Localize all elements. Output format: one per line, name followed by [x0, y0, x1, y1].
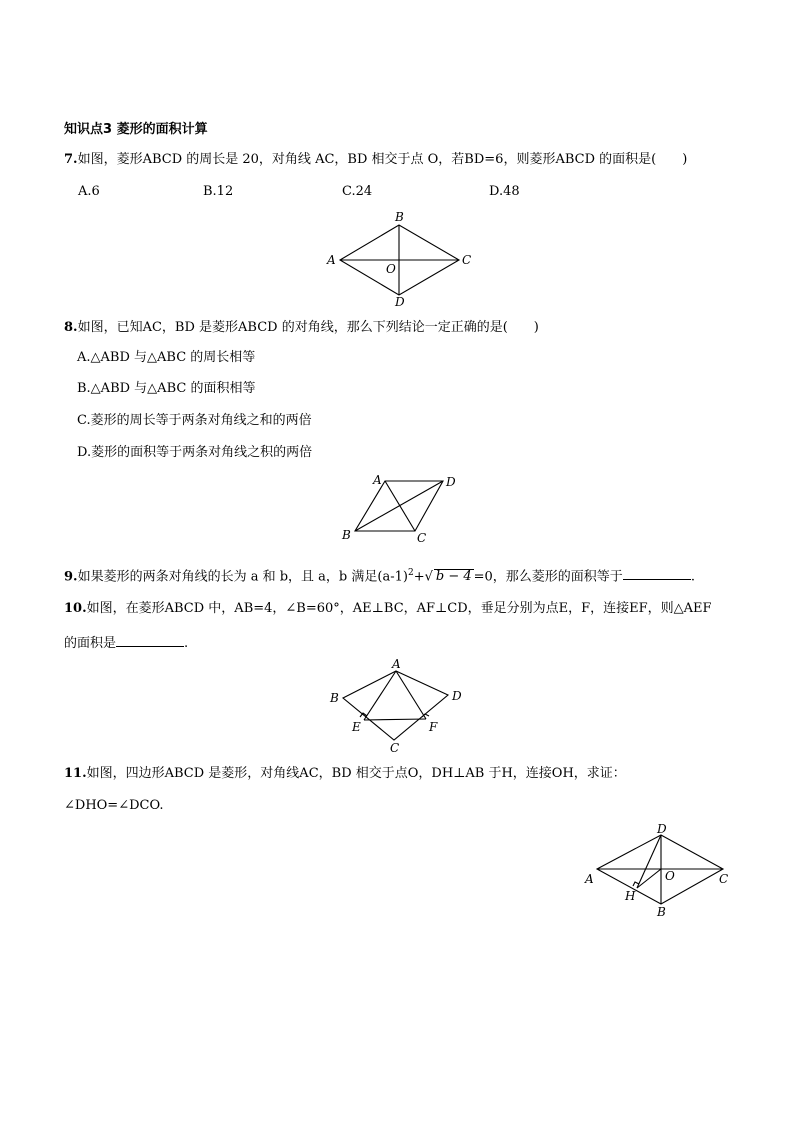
label-a: A — [392, 657, 401, 671]
q8-option-d: D.菱形的面积等于两条对角线之积的两倍 — [77, 445, 313, 460]
q7-option-a: A.6 — [78, 184, 100, 199]
question-number: 8. — [64, 320, 78, 335]
label-o: O — [386, 262, 396, 276]
answer-blank[interactable] — [623, 566, 691, 580]
q7-option-d: D.48 — [489, 184, 520, 199]
label-d: D — [446, 475, 456, 489]
exponent: 2 — [407, 568, 414, 578]
question-number: 11. — [64, 766, 87, 781]
q7-option-c: C.24 — [342, 184, 373, 199]
plus-sign: + — [413, 569, 425, 585]
q8-option-b: B.△ABD 与△ABC 的面积相等 — [77, 381, 256, 396]
question-text: 如果菱形的两条对角线的长为 a 和 b，且 a，b 满足(a-1) — [77, 569, 408, 585]
question-10-line2 — [64, 633, 188, 653]
label-c: C — [719, 872, 729, 886]
label-d: D — [657, 822, 667, 836]
q8-option-c: C.菱形的周长等于两条对角线之和的两倍 — [77, 413, 312, 428]
question-text: 如图，菱形ABCD 的周长是 20，对角线 AC，BD 相交于点 O，若BD=6，则菱形ABCD 的面积是( ) — [77, 152, 688, 167]
segment-oh — [637, 869, 661, 888]
q11-rhombus-figure — [585, 822, 745, 922]
diagonal-bd — [355, 481, 443, 531]
question-7 — [64, 151, 687, 169]
question-10 — [64, 600, 712, 618]
question-text: 如图，在菱形ABCD 中，AB=4，∠B=60°，AE⊥BC，AF⊥CD，垂足分别为点E，F，连接EF，则△AEF — [86, 601, 712, 616]
question-text: 如图，四边形ABCD 是菱形，对角线AC，BD 相交于点O，DH⊥AB 于H，连接OH，求证： — [86, 766, 626, 781]
section-title: 知识点3 菱形的面积计算 — [64, 122, 208, 137]
sqrt-content: b − 4 — [435, 569, 472, 585]
question-number: 10. — [64, 601, 87, 616]
q7-rhombus-figure — [320, 205, 480, 310]
end-punct: . — [184, 636, 189, 651]
label-c: C — [462, 253, 472, 267]
label-f: F — [429, 720, 438, 734]
question-11 — [64, 765, 626, 783]
label-b: B — [342, 528, 351, 542]
question-9 — [64, 564, 695, 586]
q8-option-a: A.△ABD 与△ABC 的周长相等 — [77, 350, 256, 365]
segment-ae — [364, 671, 396, 720]
label-a: A — [327, 253, 336, 267]
sqrt-symbol: √ — [424, 569, 433, 585]
q7-option-b: B.12 — [203, 184, 234, 199]
question-text: 的面积是 — [64, 636, 117, 651]
label-d: D — [395, 295, 405, 309]
answer-blank[interactable] — [116, 633, 184, 647]
label-b: B — [330, 691, 339, 705]
question-text: 如图，已知AC，BD 是菱形ABCD 的对角线，那么下列结论一定正确的是( ) — [77, 320, 539, 335]
end-punct: . — [690, 569, 695, 585]
question-11-line2: ∠DHO=∠DCO. — [64, 798, 164, 813]
label-b: B — [395, 210, 404, 224]
question-text-after: =0，那么菱形的面积等于 — [473, 569, 623, 585]
q8-rhombus-figure — [335, 470, 465, 550]
label-c: C — [417, 531, 427, 545]
segment-ef — [364, 719, 426, 720]
q10-rhombus-figure — [325, 655, 475, 760]
question-8 — [64, 319, 539, 337]
label-c: C — [390, 741, 400, 755]
question-number: 7. — [64, 152, 78, 167]
label-b: B — [657, 905, 666, 919]
question-number: 9. — [64, 569, 78, 585]
segment-dh — [637, 835, 661, 888]
label-a: A — [373, 473, 382, 487]
label-e: E — [352, 720, 361, 734]
label-a: A — [585, 872, 594, 886]
label-h: H — [625, 889, 636, 903]
label-d: D — [452, 689, 462, 703]
label-o: O — [665, 869, 675, 883]
